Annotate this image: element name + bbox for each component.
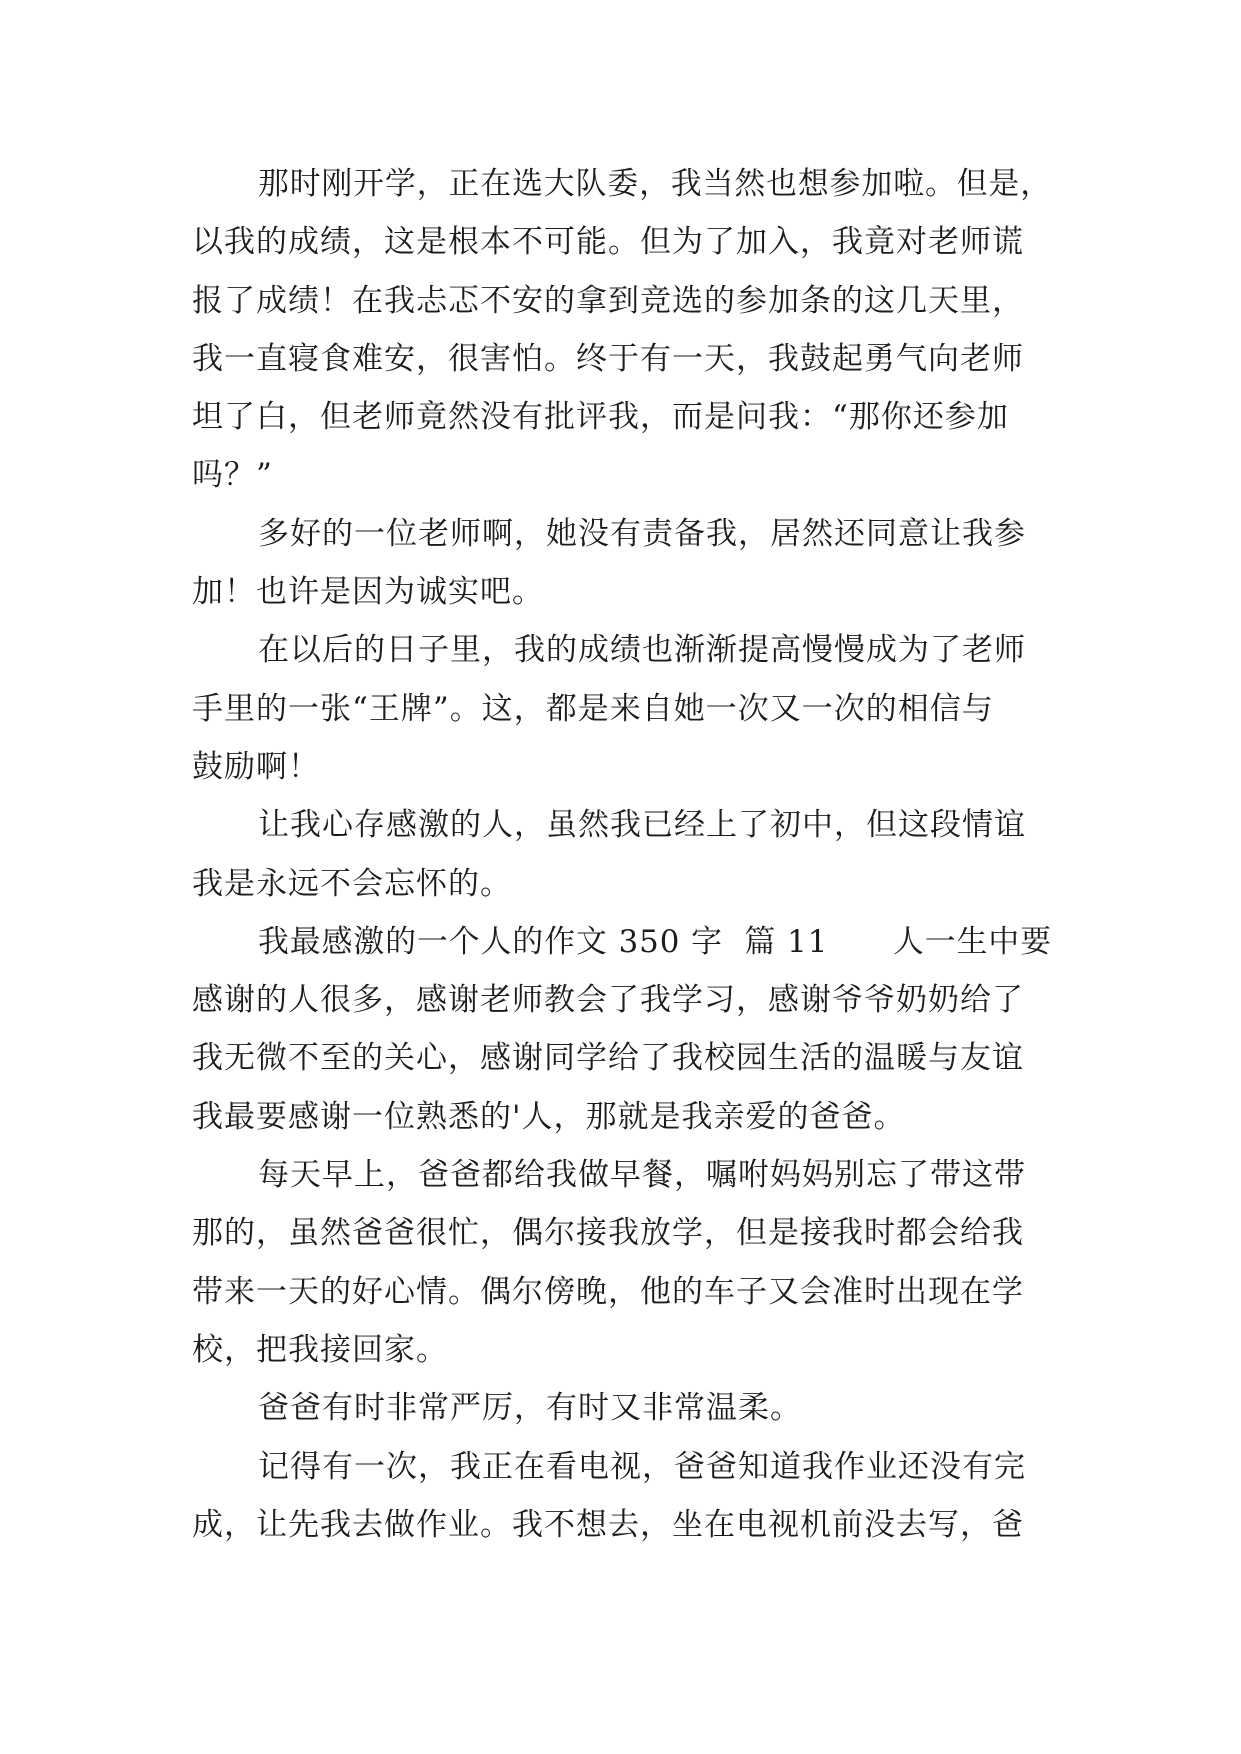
text-line: 在以后的日子里，我的成绩也渐渐提高慢慢成为了老师 [258, 632, 1026, 669]
text-line: 带来一天的好心情。偶尔傍晚，他的车子又会准时出现在学 [192, 1273, 1024, 1310]
essay-text [192, 155, 1052, 1554]
text-line: 以我的成绩，这是根本不可能。但为了加入，我竟对老师谎 [192, 224, 1024, 261]
text-line: 多好的一位老师啊，她没有责备我，居然还同意让我参 [258, 515, 1026, 552]
text-line: 记得有一次，我正在看电视，爸爸知道我作业还没有完 [258, 1448, 1026, 1485]
text-line: 那的，虽然爸爸很忙，偶尔接我放学，但是接我时都会给我 [192, 1215, 1024, 1252]
text-line: 手里的一张“王牌”。这，都是来自她一次又一次的相信与 [192, 690, 994, 727]
text-line: 我无微不至的关心，感谢同学给了我校园生活的温暖与友谊 [192, 1040, 1024, 1077]
text-line: 感谢的人很多，感谢老师教会了我学习，感谢爷爷奶奶给了 [192, 982, 1024, 1019]
text-line: 那时刚开学，正在选大队委，我当然也想参加啦。但是， [258, 166, 1052, 202]
text-line: 我最感激的一个人的作文 350 字 篇 11 人一生中要 [258, 923, 1052, 960]
text-line: 加！也许是因为诚实吧。 [192, 574, 544, 611]
text-line: 报了成绩！在我忐忑不安的拿到竞选的参加条的这几天里， [192, 282, 1024, 319]
text-line: 成，让先我去做作业。我不想去，坐在电视机前没去写，爸 [192, 1506, 1024, 1543]
text-line: 我一直寝食难安，很害怕。终于有一天，我鼓起勇气向老师 [192, 340, 1024, 377]
text-line: 爸爸有时非常严厉，有时又非常温柔。 [258, 1390, 802, 1427]
text-line: 吗？” [192, 457, 273, 494]
text-line: 鼓励啊！ [192, 748, 320, 785]
text-line: 每天早上，爸爸都给我做早餐，嘱咐妈妈别忘了带这带 [258, 1157, 1026, 1194]
text-line: 我是永远不会忘怀的。 [192, 865, 512, 902]
text-line: 校，把我接回家。 [192, 1331, 448, 1368]
text-line: 坦了白，但老师竟然没有批评我，而是问我：“那你还参加 [192, 399, 1009, 436]
text-line: 让我心存感激的人，虽然我已经上了初中，但这段情谊 [258, 807, 1026, 844]
text-line: 我最要感谢一位熟悉的'人，那就是我亲爱的爸爸。 [192, 1098, 906, 1135]
